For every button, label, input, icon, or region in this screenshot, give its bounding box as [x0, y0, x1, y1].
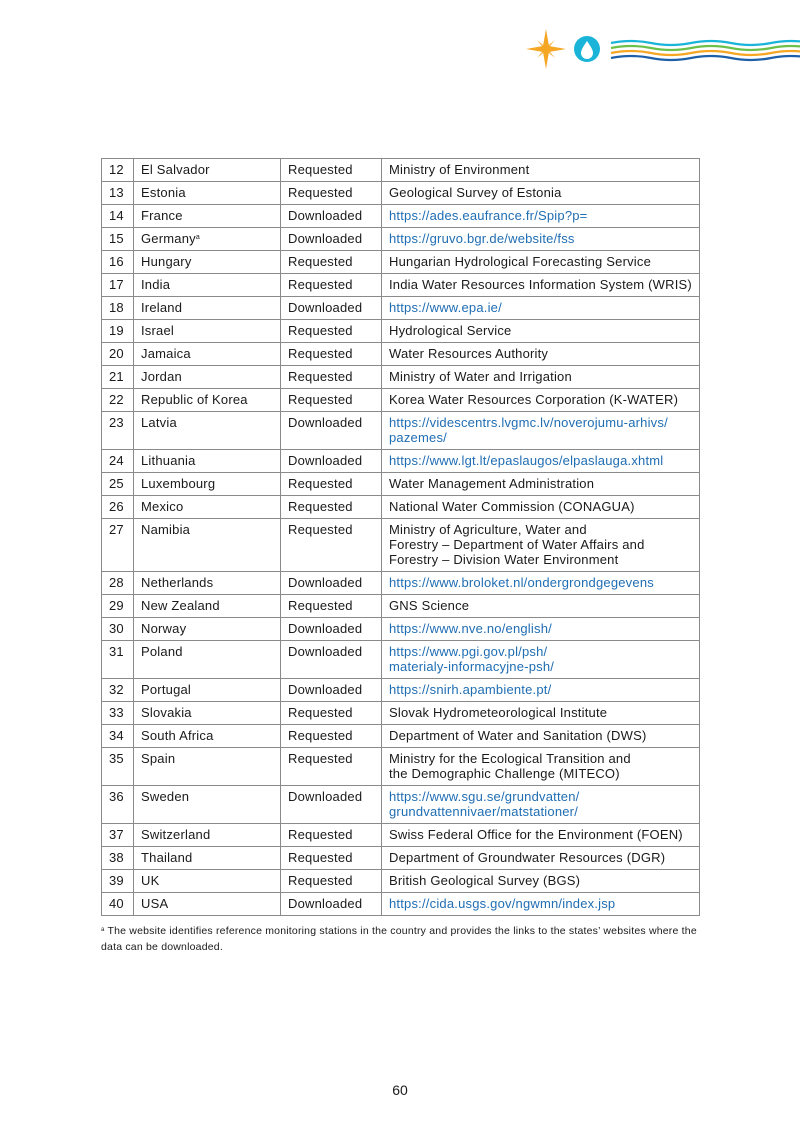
row-number: 23 — [109, 415, 124, 430]
data-status: Requested — [288, 162, 353, 177]
country-name-cell — [134, 205, 281, 228]
table-row — [102, 618, 700, 641]
country-name: Switzerland — [141, 827, 211, 842]
row-number-cell — [102, 205, 134, 228]
data-status-cell — [281, 366, 382, 389]
source-link-cell — [382, 228, 700, 251]
row-number-cell — [102, 572, 134, 595]
data-status: Requested — [288, 346, 353, 361]
table-row — [102, 496, 700, 519]
source-link-cell — [382, 893, 700, 916]
source-name-cell — [382, 847, 700, 870]
row-number: 35 — [109, 751, 124, 766]
source-name: India Water Resources Information System (WRIS) — [389, 277, 692, 292]
data-status-cell — [281, 412, 382, 450]
country-name: Jamaica — [141, 346, 191, 361]
source-link-cell — [382, 205, 700, 228]
table-row — [102, 205, 700, 228]
row-number-cell — [102, 450, 134, 473]
row-number: 19 — [109, 323, 124, 338]
country-name-cell — [134, 572, 281, 595]
header-logo — [524, 28, 800, 74]
table-row — [102, 473, 700, 496]
waves-icon — [611, 41, 800, 60]
data-status-cell — [281, 595, 382, 618]
source-link[interactable]: https://gruvo.bgr.de/website/fss — [389, 231, 575, 246]
country-name-cell — [134, 893, 281, 916]
data-status-cell — [281, 519, 382, 572]
table-row — [102, 412, 700, 450]
row-number: 13 — [109, 185, 124, 200]
source-name: Department of Water and Sanitation (DWS) — [389, 728, 647, 743]
source-name: Water Management Administration — [389, 476, 595, 491]
source-link[interactable]: https://ades.eaufrance.fr/Spip?p= — [389, 208, 588, 223]
data-status-cell — [281, 870, 382, 893]
row-number: 27 — [109, 522, 124, 537]
table-row — [102, 251, 700, 274]
country-name: Spain — [141, 751, 176, 766]
table-row — [102, 870, 700, 893]
table-row — [102, 228, 700, 251]
source-link-cell — [382, 450, 700, 473]
data-status-cell — [281, 748, 382, 786]
table-row — [102, 297, 700, 320]
country-name-cell — [134, 496, 281, 519]
data-status-cell — [281, 725, 382, 748]
data-status-cell — [281, 205, 382, 228]
table-row — [102, 274, 700, 297]
country-name: Germany — [141, 231, 196, 246]
data-status: Requested — [288, 476, 353, 491]
country-name: Hungary — [141, 254, 192, 269]
country-name: Lithuania — [141, 453, 196, 468]
country-name-cell — [134, 641, 281, 679]
data-status: Downloaded — [288, 575, 363, 590]
row-number: 32 — [109, 682, 124, 697]
row-number: 37 — [109, 827, 124, 842]
row-number: 26 — [109, 499, 124, 514]
country-name: Jordan — [141, 369, 182, 384]
row-number: 25 — [109, 476, 124, 491]
data-status: Downloaded — [288, 208, 363, 223]
row-number: 15 — [109, 231, 124, 246]
table-row — [102, 320, 700, 343]
source-link[interactable]: https://www.epa.ie/ — [389, 300, 502, 315]
row-number: 12 — [109, 162, 124, 177]
data-status: Downloaded — [288, 300, 363, 315]
table-row — [102, 847, 700, 870]
country-name: Namibia — [141, 522, 191, 537]
table-row — [102, 595, 700, 618]
country-name: USA — [141, 896, 169, 911]
footnote-marker: a — [195, 234, 200, 241]
row-number: 16 — [109, 254, 124, 269]
data-status: Downloaded — [288, 453, 363, 468]
source-name-cell — [382, 320, 700, 343]
table-row — [102, 450, 700, 473]
row-number-cell — [102, 870, 134, 893]
country-name-cell — [134, 679, 281, 702]
country-name-cell — [134, 297, 281, 320]
country-name-cell — [134, 366, 281, 389]
source-name: Department of Groundwater Resources (DGR) — [389, 850, 666, 865]
row-number-cell — [102, 893, 134, 916]
source-link[interactable]: https://www.nve.no/english/ — [389, 621, 552, 636]
row-number-cell — [102, 320, 134, 343]
data-status-cell — [281, 893, 382, 916]
row-number-cell — [102, 824, 134, 847]
data-status: Downloaded — [288, 789, 363, 804]
table-row — [102, 824, 700, 847]
row-number: 39 — [109, 873, 124, 888]
data-status-cell — [281, 297, 382, 320]
row-number: 33 — [109, 705, 124, 720]
row-number: 36 — [109, 789, 124, 804]
row-number-cell — [102, 366, 134, 389]
data-status-cell — [281, 343, 382, 366]
country-name: Republic of Korea — [141, 392, 248, 407]
country-name-cell — [134, 847, 281, 870]
table-row — [102, 572, 700, 595]
data-status-cell — [281, 450, 382, 473]
source-name: British Geological Survey (BGS) — [389, 873, 581, 888]
table-row — [102, 389, 700, 412]
row-number-cell — [102, 847, 134, 870]
data-status: Requested — [288, 254, 353, 269]
source-name: Ministry for the Ecological Transition and the Demographic Challenge (MITECO) — [389, 751, 631, 781]
source-link[interactable]: https://www.sgu.se/grundvatten/ grundvattennivaer/matstationer/ — [389, 789, 580, 819]
country-name: Sweden — [141, 789, 190, 804]
country-name-cell — [134, 870, 281, 893]
data-status-cell — [281, 473, 382, 496]
row-number: 30 — [109, 621, 124, 636]
row-number-cell — [102, 228, 134, 251]
data-status: Requested — [288, 369, 353, 384]
data-status: Requested — [288, 751, 353, 766]
data-status: Downloaded — [288, 415, 363, 430]
data-status: Requested — [288, 499, 353, 514]
row-number: 21 — [109, 369, 124, 384]
table-row — [102, 159, 700, 182]
row-number-cell — [102, 641, 134, 679]
country-name: Estonia — [141, 185, 186, 200]
table-row — [102, 748, 700, 786]
source-link[interactable]: https://cida.usgs.gov/ngwmn/index.jsp — [389, 896, 616, 911]
source-name-cell — [382, 251, 700, 274]
country-name-cell — [134, 725, 281, 748]
data-status-cell — [281, 182, 382, 205]
data-status-cell — [281, 641, 382, 679]
source-name-cell — [382, 473, 700, 496]
data-status-cell — [281, 618, 382, 641]
row-number: 34 — [109, 728, 124, 743]
country-name-cell — [134, 182, 281, 205]
data-status-cell — [281, 824, 382, 847]
data-status: Requested — [288, 705, 353, 720]
country-name-cell — [134, 702, 281, 725]
row-number: 40 — [109, 896, 124, 911]
page-number: 60 — [392, 1082, 408, 1098]
data-status: Requested — [288, 392, 353, 407]
country-name-cell — [134, 343, 281, 366]
country-name-cell — [134, 748, 281, 786]
country-name: Poland — [141, 644, 183, 659]
data-status-cell — [281, 786, 382, 824]
source-name-cell — [382, 595, 700, 618]
source-link-cell — [382, 641, 700, 679]
source-name-cell — [382, 389, 700, 412]
row-number-cell — [102, 702, 134, 725]
water-drop-icon — [574, 36, 600, 62]
row-number-cell — [102, 519, 134, 572]
source-name: Ministry of Agriculture, Water and Forestry – Department of Water Affairs and Forestry – Division Water Environment — [389, 522, 645, 567]
country-name-cell — [134, 274, 281, 297]
source-name: National Water Commission (CONAGUA) — [389, 499, 635, 514]
source-name-cell — [382, 748, 700, 786]
country-name-cell — [134, 389, 281, 412]
data-status-cell — [281, 320, 382, 343]
country-name-cell — [134, 450, 281, 473]
country-name: India — [141, 277, 171, 292]
source-name-cell — [382, 343, 700, 366]
source-name: Slovak Hydrometeorological Institute — [389, 705, 608, 720]
data-status-cell — [281, 251, 382, 274]
table-row — [102, 366, 700, 389]
data-status: Requested — [288, 277, 353, 292]
country-name: El Salvador — [141, 162, 210, 177]
source-link[interactable]: https://snirh.apambiente.pt/ — [389, 682, 552, 697]
source-link-cell — [382, 297, 700, 320]
row-number-cell — [102, 343, 134, 366]
country-name: New Zealand — [141, 598, 220, 613]
data-status: Downloaded — [288, 682, 363, 697]
source-name-cell — [382, 274, 700, 297]
table-row — [102, 702, 700, 725]
source-name: Water Resources Authority — [389, 346, 549, 361]
source-name-cell — [382, 366, 700, 389]
country-name: Netherlands — [141, 575, 214, 590]
source-link-cell — [382, 572, 700, 595]
source-name-cell — [382, 824, 700, 847]
data-status: Requested — [288, 728, 353, 743]
data-sources-table — [101, 158, 700, 916]
source-link-cell — [382, 618, 700, 641]
source-link[interactable]: https://www.broloket.nl/ondergrondgegevens — [389, 575, 654, 590]
source-name: Hydrological Service — [389, 323, 512, 338]
row-number-cell — [102, 679, 134, 702]
source-name-cell — [382, 182, 700, 205]
row-number-cell — [102, 748, 134, 786]
source-link-cell — [382, 412, 700, 450]
source-name-cell — [382, 870, 700, 893]
source-name: Ministry of Environment — [389, 162, 530, 177]
source-link[interactable]: https://www.pgi.gov.pl/psh/ materialy-informacyjne-psh/ — [389, 644, 555, 674]
table-row — [102, 725, 700, 748]
table-row — [102, 893, 700, 916]
row-number-cell — [102, 389, 134, 412]
source-name: Korea Water Resources Corporation (K-WATER) — [389, 392, 679, 407]
source-link[interactable]: https://videscentrs.lvgmc.lv/noverojumu-arhivs/ pazemes/ — [389, 415, 668, 445]
data-status-cell — [281, 572, 382, 595]
data-status-cell — [281, 274, 382, 297]
row-number: 22 — [109, 392, 124, 407]
country-name: UK — [141, 873, 160, 888]
compass-star-icon — [526, 29, 566, 69]
row-number-cell — [102, 251, 134, 274]
source-name: Swiss Federal Office for the Environment (FOEN) — [389, 827, 683, 842]
source-name-cell — [382, 496, 700, 519]
source-name-cell — [382, 159, 700, 182]
row-number: 24 — [109, 453, 124, 468]
source-link-cell — [382, 679, 700, 702]
table-row — [102, 343, 700, 366]
footnote: $^a$ The website identifies reference monitoring stations in the country and provides the links to the states’ websites where the data can be downloaded. — [101, 925, 697, 953]
row-number: 18 — [109, 300, 124, 315]
country-name: Ireland — [141, 300, 183, 315]
row-number-cell — [102, 786, 134, 824]
data-status: Requested — [288, 850, 353, 865]
country-name-cell — [134, 595, 281, 618]
data-status-cell — [281, 496, 382, 519]
country-name-cell — [134, 473, 281, 496]
data-status-cell — [281, 702, 382, 725]
data-status: Downloaded — [288, 896, 363, 911]
row-number: 38 — [109, 850, 124, 865]
source-name: Geological Survey of Estonia — [389, 185, 562, 200]
data-status: Requested — [288, 598, 353, 613]
country-name: South Africa — [141, 728, 214, 743]
country-name-cell — [134, 159, 281, 182]
source-link[interactable]: https://www.lgt.lt/epaslaugos/elpaslauga.xhtml — [389, 453, 664, 468]
country-name-cell — [134, 786, 281, 824]
country-name: Mexico — [141, 499, 184, 514]
data-status: Requested — [288, 185, 353, 200]
country-name: Portugal — [141, 682, 192, 697]
row-number-cell — [102, 618, 134, 641]
data-status-cell — [281, 228, 382, 251]
data-status-cell — [281, 847, 382, 870]
country-name-cell — [134, 412, 281, 450]
source-name: GNS Science — [389, 598, 470, 613]
row-number-cell — [102, 159, 134, 182]
data-status: Downloaded — [288, 231, 363, 246]
table-row — [102, 679, 700, 702]
country-name: Slovakia — [141, 705, 192, 720]
country-name-cell — [134, 228, 281, 251]
country-name: France — [141, 208, 183, 223]
table-row — [102, 641, 700, 679]
data-status-cell — [281, 679, 382, 702]
row-number: 17 — [109, 277, 124, 292]
country-name-cell — [134, 824, 281, 847]
row-number-cell — [102, 297, 134, 320]
country-name: Latvia — [141, 415, 177, 430]
row-number: 14 — [109, 208, 124, 223]
table-row — [102, 786, 700, 824]
country-name: Luxembourg — [141, 476, 216, 491]
data-status: Requested — [288, 323, 353, 338]
source-name-cell — [382, 725, 700, 748]
data-status: Requested — [288, 827, 353, 842]
data-status-cell — [281, 159, 382, 182]
source-name: Hungarian Hydrological Forecasting Service — [389, 254, 652, 269]
row-number: 28 — [109, 575, 124, 590]
country-name-cell — [134, 618, 281, 641]
data-status-cell — [281, 389, 382, 412]
data-status: Requested — [288, 522, 353, 537]
row-number-cell — [102, 595, 134, 618]
source-link-cell — [382, 786, 700, 824]
data-status: Downloaded — [288, 644, 363, 659]
row-number-cell — [102, 725, 134, 748]
row-number-cell — [102, 496, 134, 519]
country-name: Thailand — [141, 850, 193, 865]
source-name-cell — [382, 702, 700, 725]
data-status: Requested — [288, 873, 353, 888]
table-row — [102, 182, 700, 205]
country-name: Israel — [141, 323, 174, 338]
row-number-cell — [102, 412, 134, 450]
source-name: Ministry of Water and Irrigation — [389, 369, 572, 384]
row-number-cell — [102, 274, 134, 297]
country-name-cell — [134, 519, 281, 572]
row-number: 29 — [109, 598, 124, 613]
row-number-cell — [102, 182, 134, 205]
source-name-cell — [382, 519, 700, 572]
country-name-cell — [134, 251, 281, 274]
row-number: 20 — [109, 346, 124, 361]
country-name-cell — [134, 320, 281, 343]
row-number-cell — [102, 473, 134, 496]
row-number: 31 — [109, 644, 124, 659]
country-name: Norway — [141, 621, 187, 636]
data-status: Downloaded — [288, 621, 363, 636]
table-row — [102, 519, 700, 572]
